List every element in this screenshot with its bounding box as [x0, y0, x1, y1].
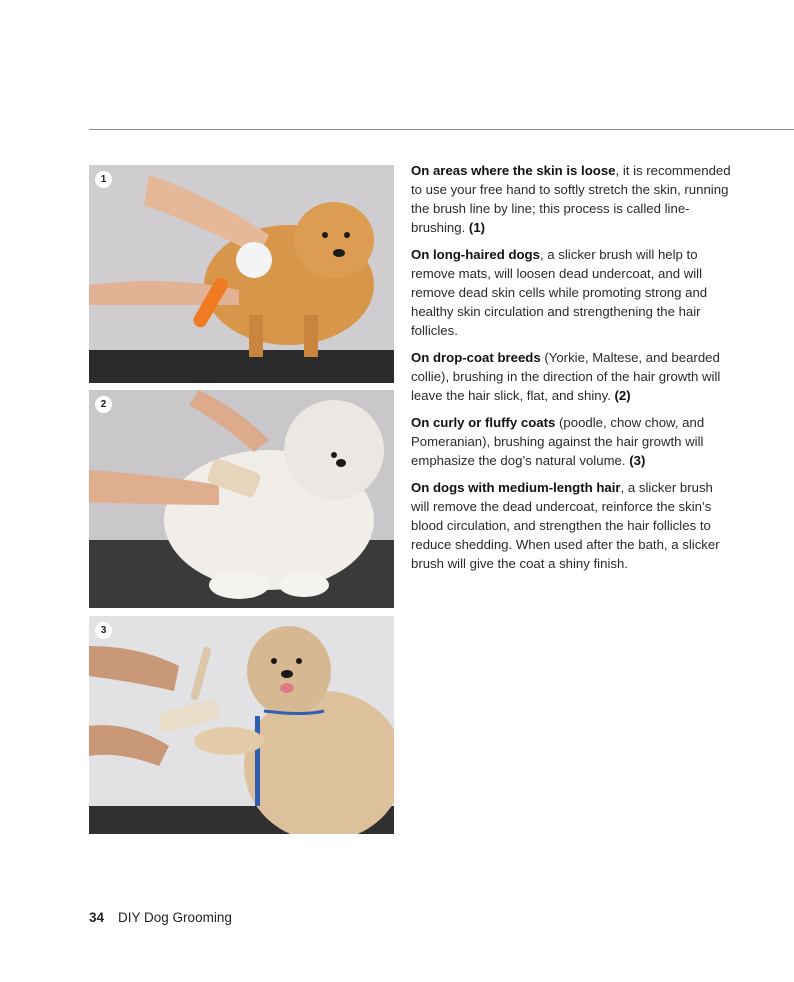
paragraph-body: (poodle, chow chow, and Pomeranian), brushing against the hair growth will emphasize the dog’s natural volume.: [411, 415, 705, 468]
photo-1: [89, 165, 394, 383]
photo-number-badge: 1: [95, 171, 112, 188]
paragraph-body: (Yorkie, Maltese, and bearded collie), brushing in the direction of the hair growth will leave the hair slick, flat, and shiny.: [411, 350, 721, 403]
photo-3: [89, 616, 394, 834]
photo-number-badge: 2: [95, 396, 112, 413]
paragraph-lead: On curly or fluffy coats: [411, 415, 556, 430]
paragraph-lead: On dogs with medium-length hair: [411, 480, 621, 495]
maltese-photo: [89, 390, 394, 608]
paragraph-body: , it is recommended to use your free hand to softly stretch the skin, running the brush line by line; this process is called line-brushing.: [411, 163, 731, 235]
photo-2: [89, 390, 394, 608]
paragraph-long-haired: [411, 245, 731, 340]
page-footer: [89, 910, 232, 925]
pomeranian-photo: [89, 165, 394, 383]
photo-reference: (3): [629, 453, 646, 468]
paragraph-lead: On areas where the skin is loose: [411, 163, 616, 178]
paragraph-lead: On long-haired dogs: [411, 247, 540, 262]
book-title: DIY Dog Grooming: [118, 910, 232, 925]
poodle-mix-photo: [89, 616, 394, 834]
photo-number-badge: 3: [95, 622, 112, 639]
paragraph-body: , a slicker brush will remove the dead undercoat, reinforce the skin’s blood circulation, and strengthen the hair follicles to reduce shedding. When used after the bath, a slicker brush will give the coat a shiny finish.: [411, 480, 720, 571]
paragraph-loose-skin: [411, 161, 731, 237]
paragraph-body: , a slicker brush will help to remove mats, will loosen dead undercoat, and will remove dead skin cells while promoting strong and healthy skin circulation and strengthening the hair follicles.: [411, 247, 708, 338]
paragraph-medium-length: [411, 478, 731, 573]
photo-reference: (1): [468, 220, 486, 235]
paragraph-drop-coat: [411, 348, 731, 405]
page-number: 34: [89, 910, 105, 925]
photo-reference: (2): [614, 388, 631, 403]
header-rule: [89, 129, 794, 130]
paragraph-lead: On drop-coat breeds: [411, 350, 541, 365]
body-text: [411, 161, 731, 581]
paragraph-curly-coats: [411, 413, 731, 470]
